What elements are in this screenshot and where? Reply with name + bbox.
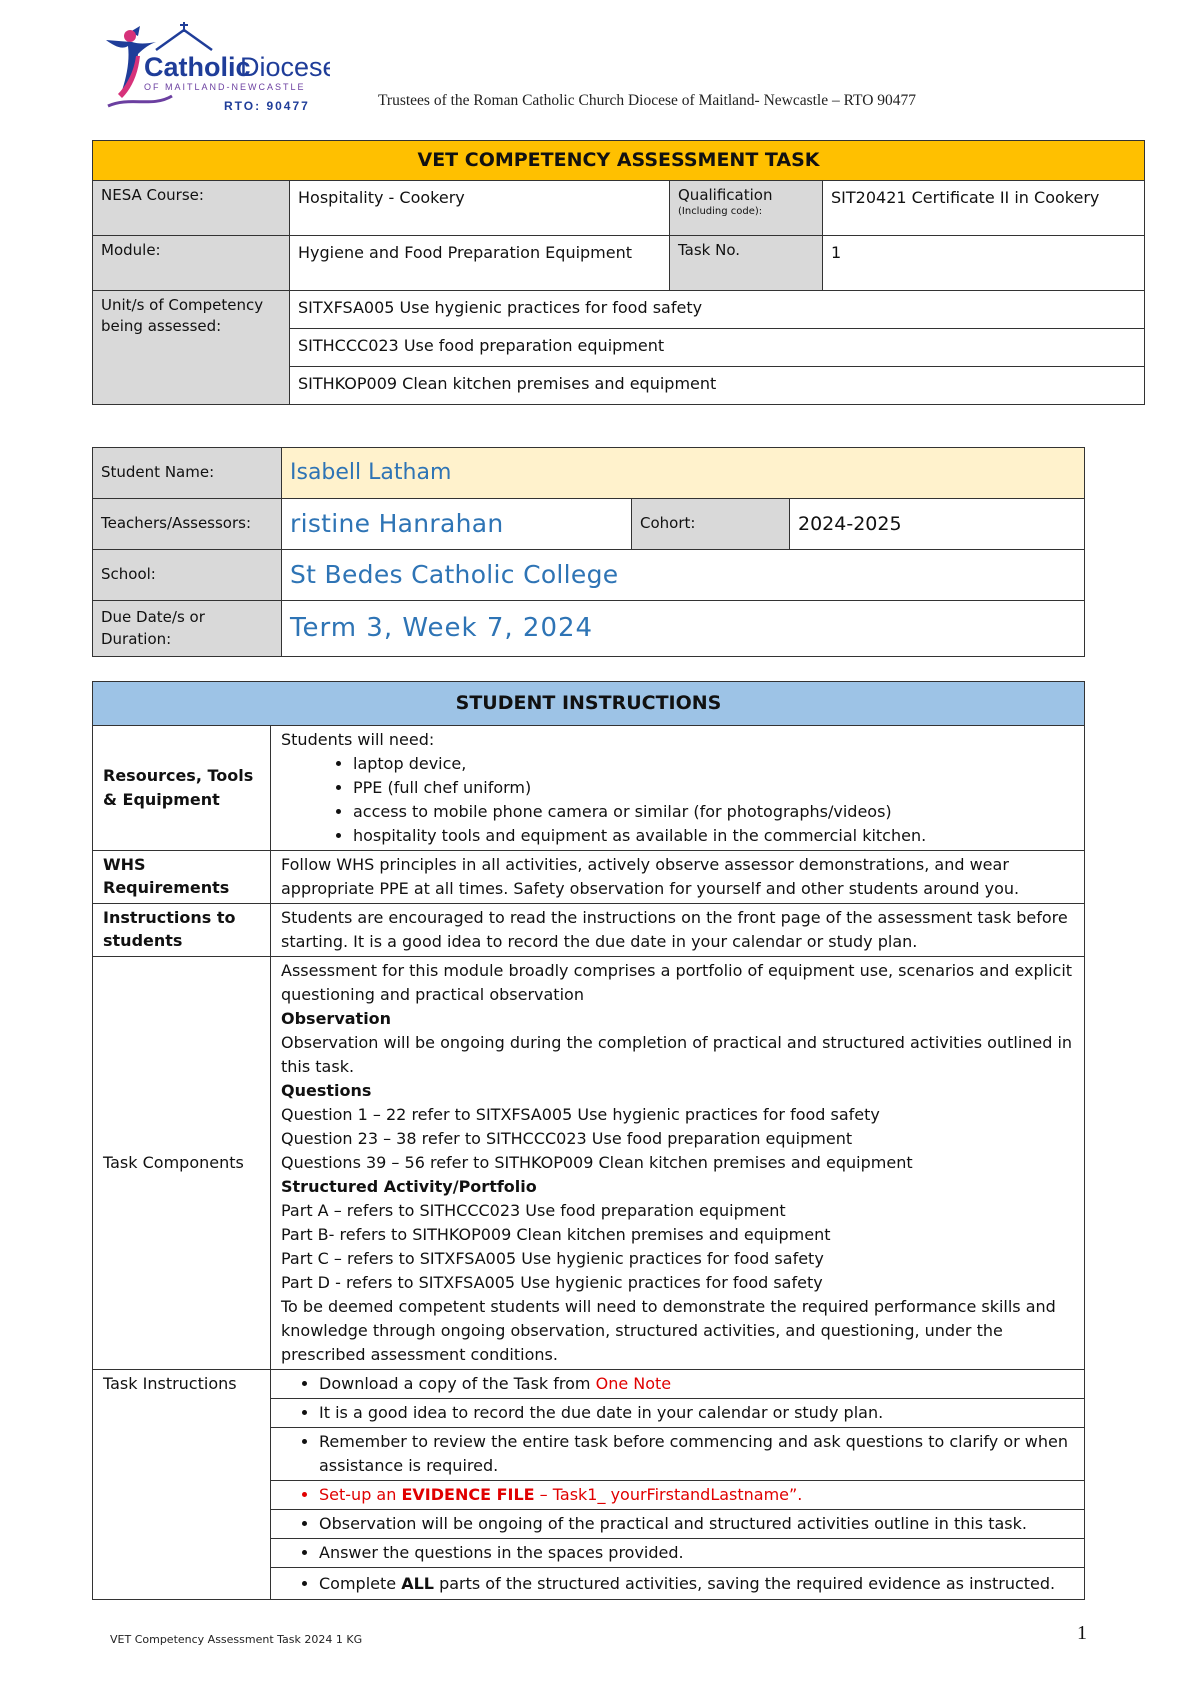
structured-activity-heading: Structured Activity/Portfolio [281, 1176, 537, 1196]
list-item: • hospitality tools and equipment as available in the commercial kitchen. [353, 824, 1074, 848]
student-name-label: Student Name: [93, 448, 282, 499]
task-instruction-row [271, 1398, 1085, 1427]
part-line: Part A – refers to SITHCCC023 Use food preparation equipment [281, 1200, 786, 1220]
unit-row: SITHKOP009 Clean kitchen premises and equipment [290, 366, 1145, 404]
nesa-course-label: NESA Course: [93, 180, 290, 235]
list-item [319, 1570, 1074, 1597]
teachers-value: ristine Hanrahan [282, 499, 632, 550]
student-name-value: Isabell Latham [282, 448, 1085, 499]
observation-text: Observation will be ongoing during the completion of practical and structured activities outlined in this task. [281, 1032, 1073, 1076]
list-item: • laptop device, [353, 752, 1074, 776]
task-instruction-row [271, 1567, 1085, 1599]
ti-4-bold: EVIDENCE FILE [401, 1484, 535, 1504]
qualification-label-text: Qualification [678, 185, 773, 204]
student-instructions-table [92, 681, 1085, 1600]
one-note-link[interactable]: One Note [595, 1373, 672, 1393]
qualification-label [670, 180, 823, 235]
list-item: • Observation will be ongoing of the practical and structured activities outline in this task. [319, 1512, 1074, 1536]
resources-label: Resources, Tools & Equipment [93, 725, 271, 850]
cohort-value: 2024-2025 [790, 499, 1085, 550]
task-instruction-row [271, 1369, 1085, 1398]
ti-4-pre: Set-up an [319, 1484, 402, 1504]
due-date-label: Due Date/s or Duration: [93, 601, 282, 657]
components-intro: Assessment for this module broadly comprises a portfolio of equipment use, scenarios and explicit questioning and practical observation [281, 960, 1073, 1004]
due-date-value: Term 3, Week 7, 2024 [282, 601, 1085, 657]
cohort-label: Cohort: [632, 499, 790, 550]
list-item: • It is a good idea to record the due date in your calendar or study plan. [319, 1401, 1074, 1425]
ti-7-bold: ALL [401, 1573, 434, 1593]
competent-text: To be deemed competent students will need to demonstrate the required performance skills and knowledge through ongoing observation, structured activities, and questioning, under the prescribed assessment conditions. [281, 1296, 1056, 1364]
page-number: 1 [1077, 1622, 1087, 1644]
list-item [319, 1483, 1074, 1507]
whs-label: WHS Requirements [93, 850, 271, 903]
question-line: Question 23 – 38 refer to SITHCCC023 Use food preparation equipment [281, 1128, 853, 1148]
task-details-table [92, 140, 1145, 405]
unit-row: SITXFSA005 Use hygienic practices for food safety [290, 290, 1145, 328]
resources-cell [271, 725, 1085, 850]
task-components-cell [271, 956, 1085, 1369]
catholic-diocese-logo [100, 22, 330, 118]
ti-1-text: Download a copy of the Task from [319, 1373, 596, 1393]
part-line: Part D - refers to SITXFSA005 Use hygienic practices for food safety [281, 1272, 823, 1292]
list-item [319, 1372, 1074, 1396]
task-instruction-row [271, 1480, 1085, 1509]
nesa-course-value: Hospitality - Cookery [290, 180, 670, 235]
module-value: Hygiene and Food Preparation Equipment [290, 235, 670, 290]
footer-text: VET Competency Assessment Task 2024 1 KG [110, 1633, 363, 1646]
ti-4-post: – Task1_ yourFirstandLastname”. [534, 1484, 803, 1504]
list-item: • access to mobile phone camera or similar (for photographs/videos) [353, 800, 1074, 824]
task-no-value: 1 [823, 235, 1145, 290]
logo-text-catholic: Catholic [144, 52, 251, 82]
teachers-label: Teachers/Assessors: [93, 499, 282, 550]
task-no-label: Task No. [670, 235, 823, 290]
student-details-table [92, 447, 1085, 657]
list-item: • PPE (full chef uniform) [353, 776, 1074, 800]
observation-heading: Observation [281, 1008, 392, 1028]
qualification-value: SIT20421 Certificate II in Cookery [823, 180, 1145, 235]
instructions-title: STUDENT INSTRUCTIONS [93, 682, 1085, 726]
logo-text-diocese: Diocese [240, 52, 330, 82]
task-instruction-row [271, 1509, 1085, 1538]
unit-row: SITHCCC023 Use food preparation equipment [290, 328, 1145, 366]
logo-text-sub: OF MAITLAND-NEWCASTLE [144, 82, 306, 92]
units-label: Unit/s of Competency being assessed: [93, 290, 290, 404]
instructions-to-students-text: Students are encouraged to read the instructions on the front page of the assessment task before starting. It is a good idea to record the due date in your calendar or study plan. [271, 903, 1085, 956]
resources-list [281, 752, 1074, 848]
logo-rto: RTO: 90477 [224, 99, 310, 113]
part-line: Part B- refers to SITHKOP009 Clean kitchen premises and equipment [281, 1224, 831, 1244]
trustees-header-text: Trustees of the Roman Catholic Church Diocese of Maitland- Newcastle – RTO 90477 [378, 92, 917, 109]
question-line: Questions 39 – 56 refer to SITHKOP009 Clean kitchen premises and equipment [281, 1152, 913, 1172]
task-table-title: VET COMPETENCY ASSESSMENT TASK [93, 141, 1145, 181]
whs-text: Follow WHS principles in all activities, actively observe assessor demonstrations, and wear appropriate PPE at all times. Safety observation for yourself and other students around you. [271, 850, 1085, 903]
part-line: Part C – refers to SITXFSA005 Use hygienic practices for food safety [281, 1248, 824, 1268]
task-instructions-label: Task Instructions [93, 1369, 271, 1599]
question-line: Question 1 – 22 refer to SITXFSA005 Use hygienic practices for food safety [281, 1104, 880, 1124]
module-label: Module: [93, 235, 290, 290]
list-item: • Answer the questions in the spaces provided. [319, 1541, 1074, 1565]
school-label: School: [93, 550, 282, 601]
task-instruction-row [271, 1427, 1085, 1480]
ti-7-post: parts of the structured activities, saving the required evidence as instructed. [433, 1573, 1056, 1593]
instructions-to-students-label: Instructions to students [93, 903, 271, 956]
task-instruction-row [271, 1538, 1085, 1567]
list-item: • Remember to review the entire task before commencing and ask questions to clarify or when assistance is required. [319, 1430, 1074, 1478]
resources-intro: Students will need: [281, 729, 435, 749]
task-components-label: Task Components [93, 956, 271, 1369]
school-value: St Bedes Catholic College [282, 550, 1085, 601]
ti-7-pre: Complete [319, 1573, 402, 1593]
questions-heading: Questions [281, 1080, 372, 1100]
qualification-sublabel: (Including code): [678, 206, 763, 218]
